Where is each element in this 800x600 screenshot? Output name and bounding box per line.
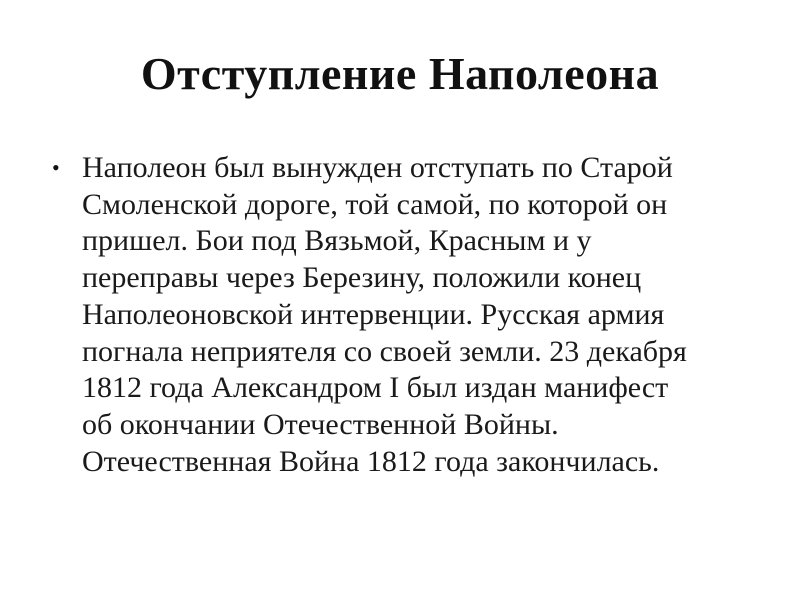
bullet-text xyxy=(82,150,752,480)
bullet-line: об окончании Отечественной Войны. xyxy=(82,407,559,441)
slide-title: Отступление Наполеона xyxy=(140,48,660,99)
bullet-line: Отечественная Война 1812 года закончилась. xyxy=(82,444,660,478)
bullet-line: переправы через Березину, положили конец xyxy=(82,261,642,295)
bullet-line: Наполеон был вынужден отступать по Старой xyxy=(82,151,673,184)
slide-content xyxy=(52,150,752,480)
bullet-line: погнала неприятеля со своей земли. 23 декабря xyxy=(82,334,687,368)
bullet-line: пришел. Бои под Вязьмой, Красным и у xyxy=(82,224,592,258)
bullet-marker-icon: • xyxy=(52,155,60,180)
bullet-item xyxy=(52,150,752,480)
bullet-line: 1812 года Александром I был издан манифест xyxy=(82,371,669,405)
bullet-line: Наполеоновской интервенции. Русская армия xyxy=(82,297,665,331)
bullet-line: Смоленской дороге, той самой, по которой он xyxy=(82,187,668,221)
